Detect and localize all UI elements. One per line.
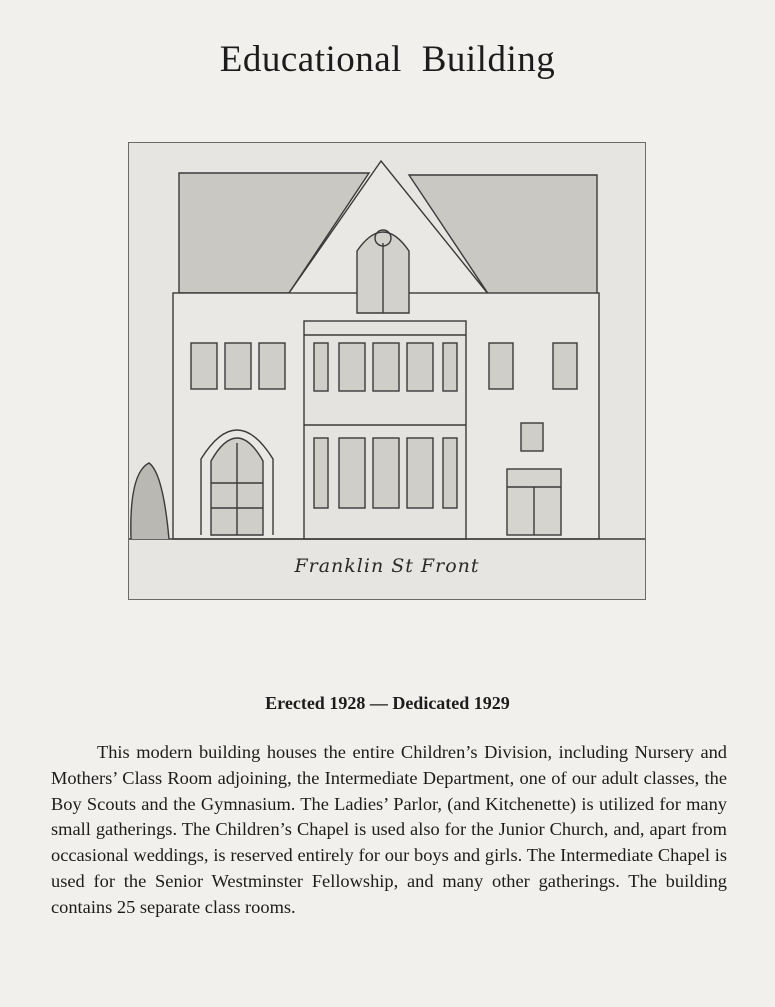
building-illustration bbox=[128, 142, 646, 600]
erected-dedicated-heading: Erected 1928 — Dedicated 1929 bbox=[265, 693, 510, 713]
illustration-caption: Franklin St Front bbox=[294, 555, 480, 577]
page-title: Educational Building bbox=[219, 39, 556, 80]
shrub bbox=[131, 463, 169, 539]
description-paragraph: This modern building houses the entire Children’s Division, including Nursery and Mothers’ Class Room adjoining, the Intermediate Department, one of our adult classes, the Boy Scouts and the Gymnasium. The Ladies’ Parlor, (and Kitchenette) is utilized for many small gatherings. The Children’s Chapel is used also for the Junior Church, and, apart from occasional weddings, is reserved entirely for our boys and girls. The Intermediate Chapel is used for the Senior Westminster Fellowship, and many other gatherings. The building contains 25 separate class rooms. bbox=[51, 742, 727, 917]
building-sketch bbox=[129, 143, 645, 599]
